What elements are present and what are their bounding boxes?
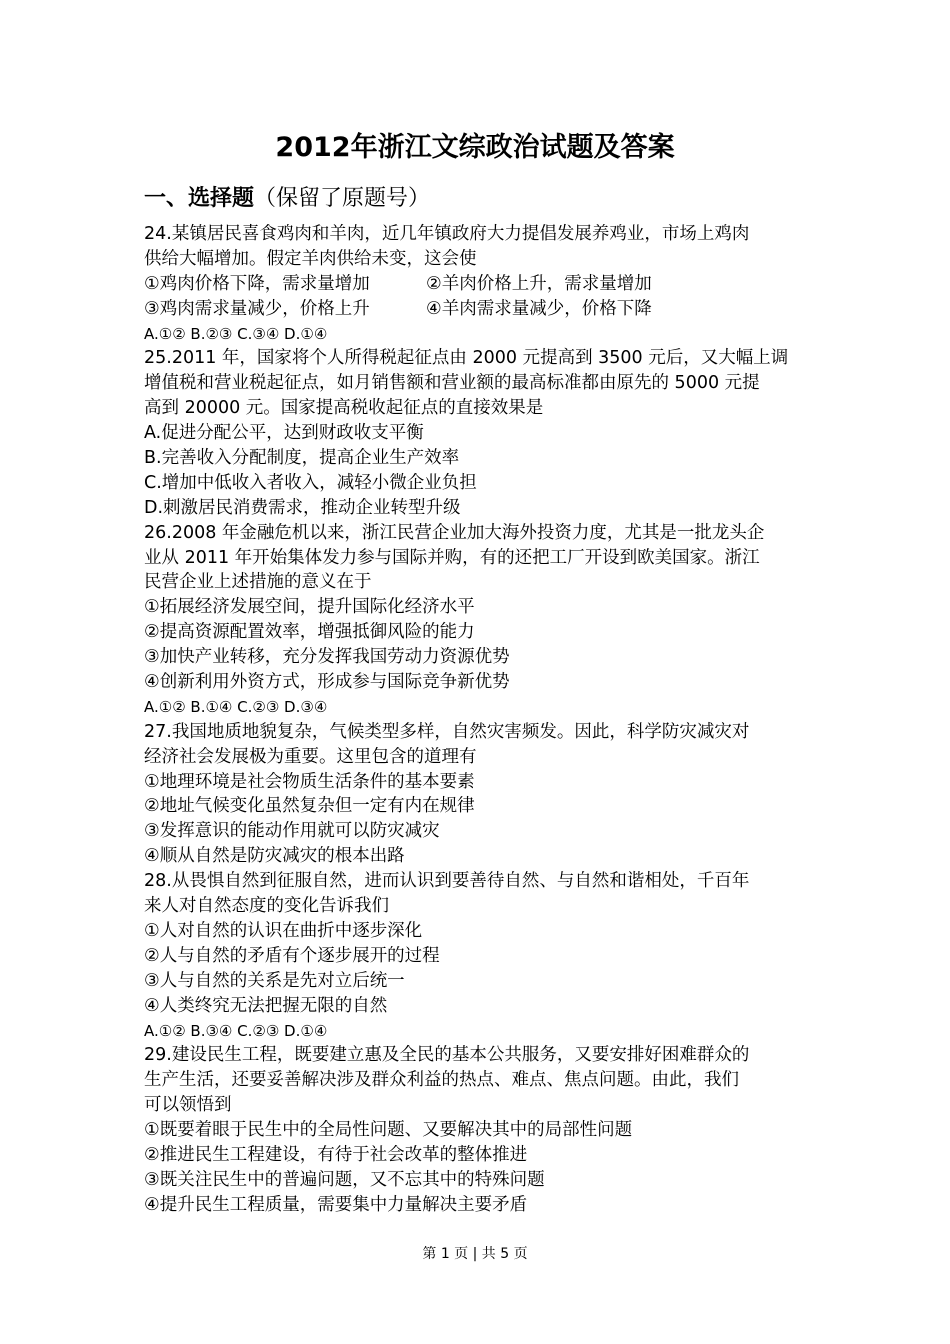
text-line: ①拓展经济发展空间，提升国际化经济水平 (144, 597, 475, 618)
text-line: A.促进分配公平，达到财政收支平衡 (144, 423, 424, 444)
option-right: ②羊肉价格上升，需求量增加 (426, 273, 652, 294)
text-line: C.增加中低收入者收入，减轻小微企业负担 (144, 472, 477, 493)
text-line: 供给大幅增加。假定羊肉供给未变，这会使 (144, 248, 477, 269)
text-line: 24.某镇居民喜食鸡肉和羊肉，近几年镇政府大力提倡发展养鸡业，市场上鸡肉 (144, 224, 750, 244)
text-line: 28.从畏惧自然到征服自然，进而认识到要善待自然、与自然和谐相处，千百年 (144, 871, 750, 892)
option-right: ④羊肉需求量减少，价格下降 (426, 298, 652, 319)
text-line: ①既要着眼于民生中的全局性问题、又要解决其中的局部性问题 (144, 1120, 633, 1141)
section-heading (144, 182, 430, 216)
text-line: ③既关注民生中的普遍问题，又不忘其中的特殊问题 (144, 1169, 545, 1190)
text-line: 民营企业上述措施的意义在于 (144, 572, 372, 593)
text-line: D.刺激居民消费需求，推动企业转型升级 (144, 497, 461, 518)
text-line: 来人对自然态度的变化告诉我们 (144, 896, 389, 917)
text-line: 27.我国地质地貌复杂，气候类型多样，自然灾害频发。因此，科学防灾减灾对 (144, 721, 750, 742)
text-line: ④创新利用外资方式，形成参与国际竞争新优势 (144, 672, 510, 693)
text-line: ④提升民生工程质量，需要集中力量解决主要矛盾 (144, 1194, 528, 1215)
text-line: ③加快产业转移，充分发挥我国劳动力资源优势 (144, 647, 510, 668)
text-line: A.①② B.①④ C.②③ D.③④ (144, 697, 328, 716)
text-line: ②人与自然的矛盾有个逐步展开的过程 (144, 945, 440, 966)
text-line: A.①② B.②③ C.③④ D.①④ (144, 324, 328, 343)
section-heading-note: （保留了原题号） (254, 186, 431, 211)
text-line: ③发挥意识的能动作用就可以防灾减灾 (144, 821, 440, 842)
text-line: ①地理环境是社会物质生活条件的基本要素 (144, 771, 475, 792)
text-line: B.完善收入分配制度，提高企业生产效率 (144, 448, 460, 469)
text-line: 可以领悟到 (144, 1095, 232, 1116)
text-line (144, 272, 812, 297)
option-left: ③鸡肉需求量减少，价格上升 (144, 298, 370, 319)
document-title: 2012年浙江文综政治试题及答案 (275, 132, 675, 163)
section-heading-bold: 一、选择题 (144, 186, 255, 211)
text-line: ②地址气候变化虽然复杂但一定有内在规律 (144, 796, 475, 817)
text-line: 29.建设民生工程，既要建立惠及全民的基本公共服务，又要安排好困难群众的 (144, 1045, 750, 1066)
text-line: ②推进民生工程建设，有待于社会改革的整体推进 (144, 1144, 528, 1165)
text-line: 26.2008 年金融危机以来，浙江民营企业加大海外投资力度，尤其是一批龙头企 (144, 522, 765, 543)
text-line: ④顺从自然是防灾减灾的根本出路 (144, 846, 405, 867)
text-line: ④人类终究无法把握无限的自然 (144, 995, 388, 1016)
text-line: ③人与自然的关系是先对立后统一 (144, 970, 405, 991)
question-body (144, 222, 812, 1218)
text-line: 经济社会发展极为重要。这里包含的道理有 (144, 746, 477, 767)
text-line: A.①② B.③④ C.②③ D.①④ (144, 1021, 328, 1040)
option-left: ①鸡肉价格下降，需求量增加 (144, 273, 370, 294)
text-line: ②提高资源配置效率，增强抵御风险的能力 (144, 622, 475, 643)
text-line: 25.2011 年，国家将个人所得税起征点由 2000 元提高到 3500 元后，又大幅上调 (144, 348, 789, 369)
text-line: 高到 20000 元。国家提高税收起征点的直接效果是 (144, 398, 544, 419)
text-line (144, 297, 812, 322)
text-line: 业从 2011 年开始集体发力参与国际并购，有的还把工厂开设到欧美国家。浙江 (144, 547, 760, 568)
text-line: 增值税和营业税起征点，如月销售额和营业额的最高标准都由原先的 5000 元提 (144, 373, 760, 394)
page-footer: 第 1 页 | 共 5 页 (422, 1246, 528, 1262)
text-line: ①人对自然的认识在曲折中逐步深化 (144, 920, 423, 941)
text-line: 生产生活，还要妥善解决涉及群众利益的热点、难点、焦点问题。由此，我们 (144, 1070, 739, 1091)
